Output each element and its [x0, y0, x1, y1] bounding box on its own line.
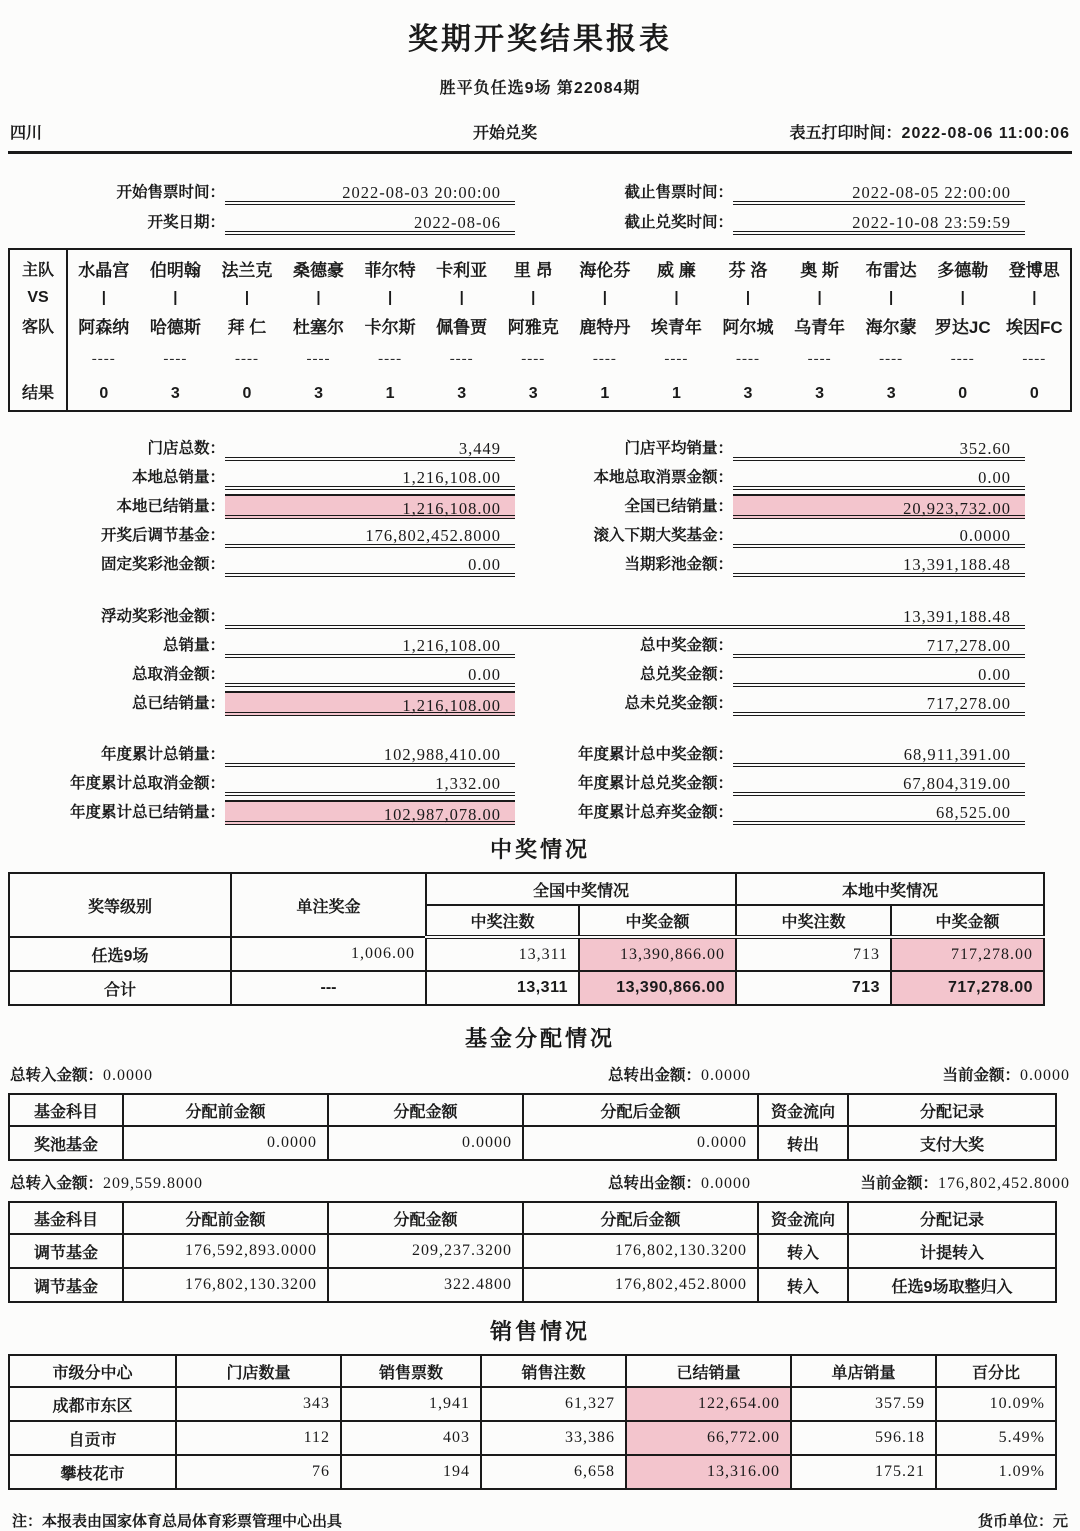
fund-totals-line-1	[10, 1063, 1070, 1085]
home-team: 菲尔特	[364, 261, 416, 280]
fund-total-out	[608, 1171, 860, 1193]
stat-label: 总兑奖金额：	[639, 666, 733, 683]
dash-separator: ----	[521, 351, 546, 367]
stat-row	[8, 548, 1080, 577]
home-team: 布雷达	[865, 261, 917, 280]
prize-total-national-amount: 13,390,866.00	[579, 971, 736, 1005]
fund-after: 176,802,452.8000	[523, 1268, 758, 1302]
match-column-12	[855, 250, 927, 410]
fund-current	[942, 1063, 1070, 1085]
fund-current-value: 176,802,452.8000	[938, 1175, 1070, 1192]
sales-header-per-shop: 单店销量	[791, 1355, 936, 1387]
fund-before: 0.0000	[123, 1126, 328, 1160]
stat-row	[8, 519, 1080, 548]
draw-date-label: 开奖日期：	[147, 214, 225, 231]
away-team: 海尔蒙	[865, 318, 917, 337]
stat-value: 0.00	[733, 662, 1025, 687]
stats-block-1	[0, 432, 1080, 577]
sales-header-settled: 已结销量	[626, 1355, 791, 1387]
dash-separator: ----	[664, 351, 689, 367]
match-column-7	[497, 250, 569, 410]
match-column-11	[784, 250, 856, 410]
dash-separator: ----	[306, 351, 331, 367]
fund-record: 支付大奖	[848, 1126, 1056, 1160]
stat-value: 13,391,188.48	[733, 552, 1025, 577]
home-row-label: 主队	[21, 262, 54, 279]
stat-label: 门店平均销量：	[624, 440, 733, 457]
dash-separator: ----	[879, 351, 904, 367]
prize-header-local: 本地中奖情况	[736, 873, 1044, 905]
stat-row	[8, 629, 1080, 658]
sales-bets: 33,386	[481, 1421, 626, 1455]
fund-header-amount: 分配金额	[328, 1202, 523, 1234]
stat-row	[8, 490, 1080, 519]
match-result: 3	[170, 385, 180, 402]
matches-label-column	[10, 250, 68, 410]
sales-section-title: 销售情况	[489, 1319, 590, 1344]
sales-settled: 66,772.00	[626, 1421, 791, 1455]
vs-separator: |	[817, 289, 822, 306]
fund-total-in-value: 209,559.8000	[103, 1175, 204, 1192]
match-column-13	[927, 250, 999, 410]
stat-label: 年度累计总弃奖金额：	[577, 804, 733, 821]
stat-label: 全国已结销量：	[624, 498, 733, 515]
vs-separator: |	[960, 289, 965, 306]
vs-separator: |	[173, 289, 178, 306]
stat-row	[8, 767, 1080, 796]
dash-separator: ----	[1022, 351, 1047, 367]
sales-center: 成都市东区	[9, 1387, 176, 1421]
stat-label: 固定奖彩池金额：	[100, 556, 225, 573]
sales-header-tickets: 销售票数	[341, 1355, 481, 1387]
sales-shops: 112	[176, 1421, 341, 1455]
sales-per-shop: 175.21	[791, 1455, 936, 1489]
stat-row	[8, 738, 1080, 767]
home-team: 法兰克	[221, 261, 273, 280]
fund-header-before: 分配前金额	[123, 1094, 328, 1126]
stat-value: 0.0000	[733, 523, 1025, 548]
stat-value: 68,525.00	[733, 800, 1025, 825]
fund-header-subject: 基金科目	[9, 1202, 123, 1234]
page-subtitle: 胜平负任选9场 第22084期	[439, 80, 641, 97]
fund-amount: 209,237.3200	[328, 1234, 523, 1268]
match-result: 0	[242, 385, 252, 402]
match-result: 3	[528, 385, 538, 402]
away-team: 卡尔斯	[364, 318, 416, 337]
sales-per-shop: 357.59	[791, 1387, 936, 1421]
fund-total-in-label: 总转入金额：	[10, 1067, 104, 1084]
stat-value-highlighted: 1,216,108.00	[225, 691, 515, 716]
fund-table-1	[8, 1093, 1057, 1161]
cash-end-value: 2022-10-08 23:59:59	[733, 210, 1025, 235]
stat-value: 3,449	[225, 436, 515, 461]
fund-direction: 转入	[758, 1234, 848, 1268]
vs-separator: |	[674, 289, 679, 306]
stat-value: 0.00	[225, 552, 515, 577]
sales-shops: 343	[176, 1387, 341, 1421]
fund-subject: 调节基金	[9, 1234, 123, 1268]
schedule-row	[8, 205, 1080, 235]
stat-value: 1,216,108.00	[225, 465, 515, 490]
home-team: 多德勒	[937, 261, 989, 280]
sales-center: 攀枝花市	[9, 1455, 176, 1489]
stat-label: 浮动奖彩池金额：	[100, 608, 225, 625]
sale-end-value: 2022-08-05 22:00:00	[733, 180, 1025, 205]
vs-separator: |	[531, 289, 536, 306]
fund-header-direction: 资金流向	[758, 1094, 848, 1126]
stat-row	[8, 432, 1080, 461]
prize-national-amount: 13,390,866.00	[579, 937, 736, 971]
match-result: 3	[815, 385, 825, 402]
sales-tickets: 403	[341, 1421, 481, 1455]
match-result: 3	[743, 385, 753, 402]
match-column-5	[354, 250, 426, 410]
sales-center: 自贡市	[9, 1421, 176, 1455]
match-column-2	[140, 250, 212, 410]
dash-row-spacer	[10, 346, 66, 372]
prize-header-amount: 中奖金额	[579, 905, 736, 937]
stat-row	[8, 600, 1080, 629]
sales-per-shop: 596.18	[791, 1421, 936, 1455]
fund-header-before: 分配前金额	[123, 1202, 328, 1234]
fund-total-in-value: 0.0000	[103, 1067, 154, 1084]
vs-separator: |	[889, 289, 894, 306]
stat-row	[8, 796, 1080, 825]
matches-table	[8, 248, 1072, 412]
match-column-6	[426, 250, 498, 410]
fund-header-record: 分配记录	[848, 1094, 1056, 1126]
schedule-row	[8, 174, 1080, 205]
away-team: 佩鲁贾	[436, 318, 488, 337]
stats-block-3	[0, 738, 1080, 825]
match-column-3	[211, 250, 283, 410]
stat-value: 102,988,410.00	[225, 742, 515, 767]
home-team: 登博思	[1008, 261, 1060, 280]
currency-unit: 货币单位：元	[977, 1513, 1068, 1530]
stat-label: 总取消金额：	[131, 666, 225, 683]
away-team: 阿雅克	[507, 318, 559, 337]
match-column-10	[712, 250, 784, 410]
prize-unit-amount: 1,006.00	[231, 937, 426, 971]
sales-shops: 76	[176, 1455, 341, 1489]
sales-header-center: 市级分中心	[9, 1355, 176, 1387]
stat-label: 年度累计总取消金额：	[69, 775, 225, 792]
home-team: 奥 斯	[800, 261, 839, 280]
match-result: 1	[671, 385, 681, 402]
match-column-9	[641, 250, 713, 410]
match-result: 0	[958, 385, 968, 402]
vs-separator: |	[316, 289, 321, 306]
vs-separator: |	[459, 289, 464, 306]
fund-total-in	[10, 1063, 608, 1085]
stat-value: 1,216,108.00	[225, 633, 515, 658]
match-result: 3	[314, 385, 323, 402]
stat-label: 年度累计总销量：	[100, 746, 225, 763]
prize-total-unit: ---	[231, 971, 426, 1005]
home-team: 桑德豪	[293, 261, 345, 280]
sales-bets: 6,658	[481, 1455, 626, 1489]
fund-current-label: 当前金额：	[942, 1067, 1020, 1084]
footer-note: 注：本报表由国家体育总局体育彩票管理中心出具	[12, 1513, 343, 1530]
away-team: 阿尔城	[722, 318, 774, 337]
match-result: 3	[457, 385, 467, 402]
stat-value-highlighted: 102,987,078.00	[225, 800, 515, 825]
vs-separator: |	[1032, 289, 1037, 306]
sales-bets: 61,327	[481, 1387, 626, 1421]
fund-total-out-value: 0.0000	[701, 1067, 752, 1084]
stat-label: 门店总数：	[147, 440, 225, 457]
sales-header-shops: 门店数量	[176, 1355, 341, 1387]
match-result: 1	[600, 385, 610, 402]
dash-separator: ----	[592, 351, 617, 367]
print-time-value: 2022-08-06 11:00:06	[901, 125, 1070, 142]
away-team: 杜塞尔	[293, 318, 345, 337]
divider-rule	[8, 151, 1072, 154]
stat-label: 滚入下期大奖基金：	[593, 527, 733, 544]
sales-settled: 13,316.00	[626, 1455, 791, 1489]
sales-settled: 122,654.00	[626, 1387, 791, 1421]
fund-current-value: 0.0000	[1020, 1067, 1070, 1084]
result-row-label: 结果	[21, 385, 54, 402]
vs-separator: |	[602, 289, 607, 306]
home-team: 伯明翰	[149, 261, 201, 280]
print-time-label: 表五打印时间：	[789, 125, 902, 142]
cash-end-label: 截止兑奖时间：	[624, 214, 733, 231]
match-column-4	[283, 250, 355, 410]
fund-header-subject: 基金科目	[9, 1094, 123, 1126]
away-team: 罗达JC	[934, 318, 991, 337]
fund-after: 176,802,130.3200	[523, 1234, 758, 1268]
page-title: 奖期开奖结果报表	[408, 23, 672, 56]
stat-value-highlighted: 1,216,108.00	[225, 494, 515, 519]
prize-national-count: 13,311	[426, 937, 579, 971]
sale-start-label: 开始售票时间：	[116, 184, 225, 201]
stat-label: 年度累计总已结销量：	[69, 804, 225, 821]
fund-total-out-label: 总转出金额：	[608, 1067, 702, 1084]
fund-header-record: 分配记录	[848, 1202, 1056, 1234]
dash-separator: ----	[91, 351, 116, 367]
fund-amount: 322.4800	[328, 1268, 523, 1302]
home-team: 威 廉	[657, 261, 696, 280]
match-result: 3	[886, 385, 896, 402]
away-team: 哈德斯	[149, 318, 201, 337]
draw-date-value: 2022-08-06	[225, 210, 515, 235]
stat-value: 13,391,188.48	[225, 604, 1025, 629]
stat-label: 开奖后调节基金：	[100, 527, 225, 544]
stat-value: 1,332.00	[225, 771, 515, 796]
sale-end-label: 截止售票时间：	[624, 184, 733, 201]
fund-record: 任选9场取整归入	[848, 1268, 1056, 1302]
fund-direction: 转出	[758, 1126, 848, 1160]
dash-separator: ----	[449, 351, 474, 367]
away-row-label: 客队	[21, 319, 54, 336]
fund-table-2	[8, 1201, 1057, 1303]
fund-before: 176,592,893.0000	[123, 1234, 328, 1268]
stat-value: 68,911,391.00	[733, 742, 1025, 767]
prize-header-national: 全国中奖情况	[426, 873, 736, 905]
stat-label: 总中奖金额：	[639, 637, 733, 654]
schedule-block	[0, 174, 1080, 235]
home-team: 水晶宫	[78, 261, 130, 280]
stat-value: 0.00	[225, 662, 515, 687]
fund-totals-line-2	[10, 1171, 1070, 1193]
away-team: 埃因FC	[1005, 318, 1063, 337]
home-team: 卡利亚	[436, 261, 488, 280]
stat-value: 352.60	[733, 436, 1025, 461]
stat-row	[8, 658, 1080, 687]
dash-separator: ----	[950, 351, 975, 367]
stats-block-2	[0, 600, 1080, 716]
stat-label: 本地总销量：	[131, 469, 225, 486]
fund-total-in	[10, 1171, 608, 1193]
page-footer	[12, 1510, 1068, 1531]
prize-local-amount: 717,278.00	[891, 937, 1044, 971]
prize-header-unit: 单注奖金	[231, 873, 426, 937]
fund-total-out-value: 0.0000	[701, 1175, 752, 1192]
away-team: 乌青年	[794, 318, 846, 337]
away-team: 拜 仁	[227, 318, 267, 337]
stat-label: 年度累计总兑奖金额：	[577, 775, 733, 792]
stat-value: 717,278.00	[733, 691, 1025, 716]
dash-separator: ----	[736, 351, 760, 367]
stat-value: 176,802,452.8000	[225, 523, 515, 548]
prize-header-count: 中奖注数	[426, 905, 579, 937]
sales-percent: 1.09%	[936, 1455, 1056, 1489]
fund-header-direction: 资金流向	[758, 1202, 848, 1234]
dash-separator: ----	[807, 351, 832, 367]
fund-header-after: 分配后金额	[523, 1094, 758, 1126]
fund-section-title: 基金分配情况	[464, 1026, 615, 1051]
stat-value: 717,278.00	[733, 633, 1025, 658]
sales-header-percent: 百分比	[936, 1355, 1056, 1387]
home-team: 海伦芬	[579, 261, 631, 280]
dash-separator: ----	[163, 351, 188, 367]
fund-header-amount: 分配金额	[328, 1094, 523, 1126]
sales-table	[8, 1354, 1057, 1490]
fund-direction: 转入	[758, 1268, 848, 1302]
away-team: 鹿特丹	[579, 318, 631, 337]
dash-separator: ----	[378, 351, 403, 367]
sales-tickets: 1,941	[341, 1387, 481, 1421]
sales-percent: 10.09%	[936, 1387, 1056, 1421]
fund-header-after: 分配后金额	[523, 1202, 758, 1234]
dash-separator: ----	[234, 351, 259, 367]
vs-separator: |	[244, 289, 250, 306]
away-team: 埃青年	[650, 318, 702, 337]
vs-row-label: VS	[27, 289, 49, 306]
prize-header-amount: 中奖金额	[891, 905, 1044, 937]
prize-table	[8, 872, 1045, 1006]
fund-record: 计提转入	[848, 1234, 1056, 1268]
fund-before: 176,802,130.3200	[123, 1268, 328, 1302]
stat-value-highlighted: 20,923,732.00	[733, 494, 1025, 519]
away-team: 阿森纳	[78, 318, 130, 337]
vs-separator: |	[388, 289, 393, 306]
match-result: 0	[99, 385, 109, 402]
fund-subject: 奖池基金	[9, 1126, 123, 1160]
match-column-14	[999, 250, 1071, 410]
fund-total-out-label: 总转出金额：	[608, 1175, 702, 1192]
print-time	[700, 120, 1070, 143]
prize-total-local-amount: 717,278.00	[891, 971, 1044, 1005]
stat-label: 总销量：	[162, 637, 225, 654]
prize-local-count: 713	[736, 937, 891, 971]
stat-label: 当期彩池金额：	[624, 556, 733, 573]
home-team: 芬 洛	[728, 261, 768, 280]
sale-start-value: 2022-08-03 20:00:00	[225, 180, 515, 205]
prize-total-local-count: 713	[736, 971, 891, 1005]
stat-value: 67,804,319.00	[733, 771, 1025, 796]
stat-label: 本地已结销量：	[116, 498, 225, 515]
sales-tickets: 194	[341, 1455, 481, 1489]
match-result: 0	[1029, 385, 1039, 402]
home-team: 里 昂	[513, 261, 553, 280]
fund-current	[860, 1171, 1070, 1193]
status-text: 开始兑奖	[472, 125, 537, 142]
match-column-8	[569, 250, 641, 410]
stat-label: 总已结销量：	[131, 695, 225, 712]
prize-section-title: 中奖情况	[489, 837, 590, 862]
prize-total-national-count: 13,311	[426, 971, 579, 1005]
fund-total-out	[608, 1063, 942, 1085]
match-column-1	[68, 250, 140, 410]
sales-header-bets: 销售注数	[481, 1355, 626, 1387]
sales-percent: 5.49%	[936, 1421, 1056, 1455]
info-row	[10, 120, 1070, 143]
fund-current-label: 当前金额：	[860, 1175, 938, 1192]
fund-total-in-label: 总转入金额：	[10, 1175, 104, 1192]
vs-separator: |	[101, 289, 106, 306]
stat-label: 本地总取消票金额：	[593, 469, 733, 486]
fund-subject: 调节基金	[9, 1268, 123, 1302]
prize-header-level: 奖等级别	[9, 873, 231, 937]
stat-row	[8, 461, 1080, 490]
prize-header-count: 中奖注数	[736, 905, 891, 937]
stat-label: 总未兑奖金额：	[624, 695, 733, 712]
stat-value: 0.00	[733, 465, 1025, 490]
vs-separator: |	[745, 289, 751, 306]
prize-level: 任选9场	[9, 937, 231, 971]
stat-label: 年度累计总中奖金额：	[577, 746, 733, 763]
stat-row	[8, 687, 1080, 716]
prize-total-label: 合计	[9, 971, 231, 1005]
match-result: 1	[385, 385, 395, 402]
fund-amount: 0.0000	[328, 1126, 523, 1160]
region-label: 四川	[10, 125, 43, 142]
fund-after: 0.0000	[523, 1126, 758, 1160]
